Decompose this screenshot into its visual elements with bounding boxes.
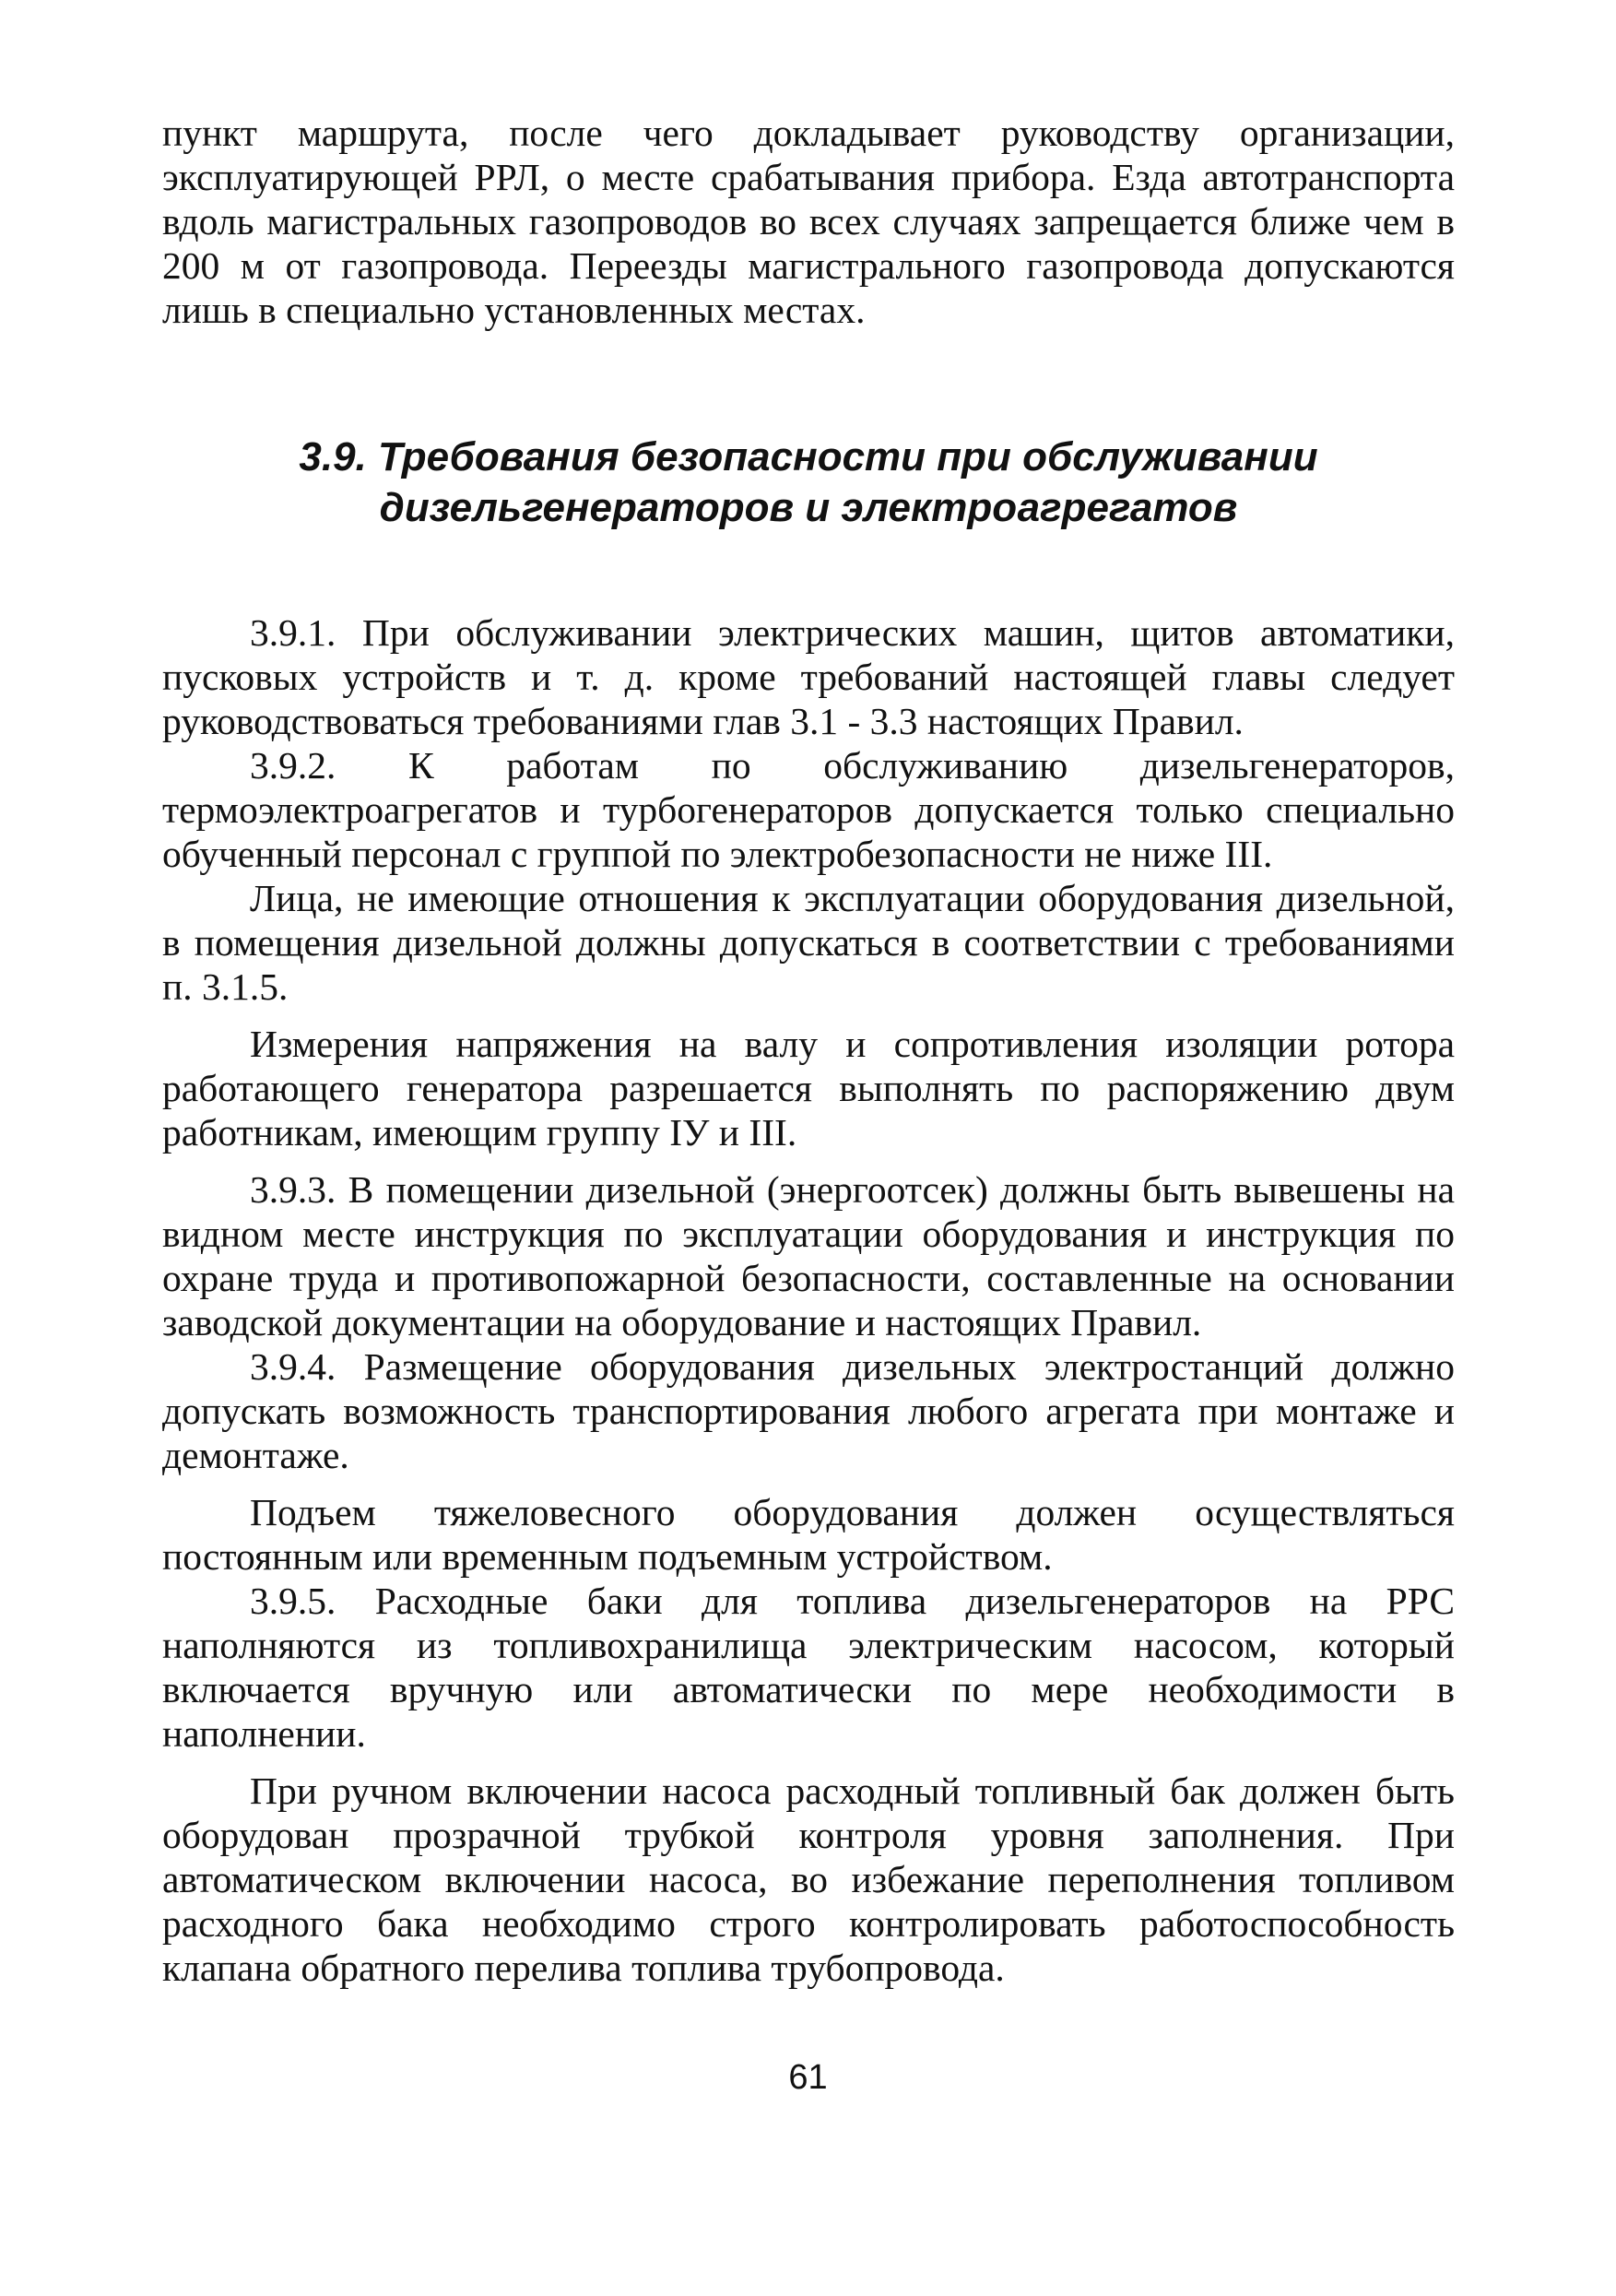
- page-number: 61: [788, 2058, 828, 2097]
- paragraph-3-9-5: 3.9.5. Расходные баки для топлива дизельгенераторов на РРС наполняются из топливохранилища электрическим насосом, который включается вручную или автоматически по мере необходимости в наполнении.: [162, 1580, 1455, 1755]
- section-title-line-2: дизельгенераторов и электроагрегатов: [379, 485, 1238, 530]
- section-title-line-1: 3.9. Требования безопасности при обслуживании: [299, 434, 1318, 479]
- paragraph-measurements: Измерения напряжения на валу и сопротивления изоляции ротора работающего генератора разрешается выполнять по распоряжению двум работникам, имеющим группу IУ и III.: [162, 1023, 1455, 1154]
- section-heading: [162, 432, 1455, 533]
- paragraph-3-9-4: 3.9.4. Размещение оборудования дизельных электростанций должно допускать возможность транспортирования любого агрегата при монтаже и демонтаже.: [162, 1345, 1455, 1476]
- paragraph-3-9-2: 3.9.2. К работам по обслуживанию дизельгенераторов, термоэлектроагрегатов и турбогенераторов допускается только специально обученный персонал с группой по электробезопасности не ниже III.: [162, 744, 1455, 875]
- paragraph-lifting: Подъем тяжеловесного оборудования должен осуществляться постоянным или временным подъемным устройством.: [162, 1491, 1455, 1578]
- paragraph-3-9-3: 3.9.3. В помещении дизельной (энергоотсек) должны быть вывешены на видном месте инструкция по эксплуатации оборудования и инструкция по охране труда и противопожарной безопасности, составленные на основании заводской документации на оборудование и настоящих Правил.: [162, 1168, 1455, 1343]
- paragraph-access: Лица, не имеющие отношения к эксплуатации оборудования дизельной, в помещения дизельной должны допускаться в соответствии с требованиями п. 3.1.5.: [162, 877, 1455, 1008]
- paragraph-3-9-1: 3.9.1. При обслуживании электрических машин, щитов автоматики, пусковых устройств и т. д. кроме требований настоящей главы следует руководствоваться требованиями глав 3.1 - 3.3 настоящих Правил.: [162, 611, 1455, 742]
- intro-paragraph: пункт маршрута, после чего докладывает руководству организации, эксплуатирующей РРЛ, о месте срабатывания прибора. Езда автотранспорта вдоль магистральных газопроводов во всех случаях запрещается ближе чем в 200 м от газопровода. Переезды магистрального газопровода допускаются лишь в специально установленных местах.: [162, 112, 1455, 331]
- document-page: [162, 111, 1455, 1990]
- paragraph-pump: При ручном включении насоса расходный топливный бак должен быть оборудован прозрачной трубкой контроля уровня заполнения. При автоматическом включении насоса, во избежание переполнения топливом расходного бака необходимо строго контролировать работоспособность клапана обратного перелива топлива трубопровода.: [162, 1769, 1455, 1989]
